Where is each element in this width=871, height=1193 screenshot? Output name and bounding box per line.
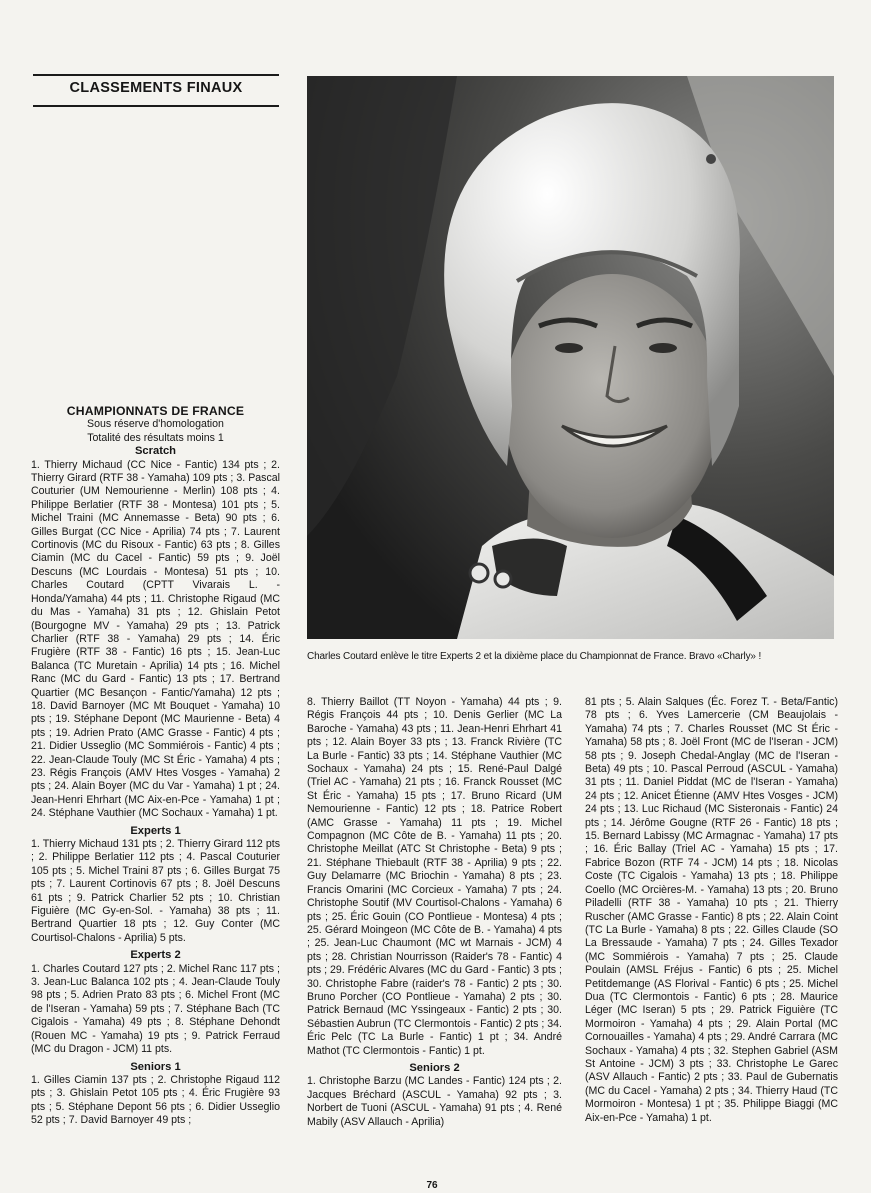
section-title: CLASSEMENTS FINAUX [69, 80, 243, 96]
page-number: 76 [426, 1180, 438, 1191]
seniors-1-results-text-start: 1. Gilles Ciamin 137 pts ; 2. Christophe Rigaud 112 pts ; 3. Ghislain Petot 105 pts ; 4. Éric Frugière 93 pts ; 5. Stéphane Depont 56 pts ; 6. Didier Usseglio 52 pts ; 7. David Barnoyer 49 pts ; [31, 1073, 280, 1127]
seniors-2-results-text-cont: 81 pts ; 5. Alain Salques (Éc. Forez T. - Beta/Fantic) 78 pts ; 6. Yves Lamercerie (CM Beaujolais - Yamaha) 74 pts ; 7. Charles Rousset (MC St Éric - Yamaha) 58 pts ; 8. Joël Front (MC de l'Iseran - JCM) 58 pts ; 9. Joseph Chedal-Anglay (MC de l'Iseran - Beta) 49 pts ; 10. Pascal Perroud (ASCUL - Yamaha) 31 pts ; 11. Daniel Piddat (MC de l'Iseran - Yamaha) 24 pts ; 12. Anicet Étienne (AMV Htes Vosges - JCM) 24 pts ; 13. Luc Richaud (MC Sisteronais - Fantic) 24 pts ; 14. Jérôme Gougne (RTF 26 - Fantic) 18 pts ; 15. Bernard Labissy (MC Armagnac - Yamaha) 17 pts ; 16. Éric Ballay (Triel AC - Yamaha) 15 pts ; 17. Fabrice Bozon (RTF 74 - JCM) 14 pts ; 18. Nicolas Coste (TC Cigalois - Yamaha) 13 pts ; 18. Philippe Coello (MC Orcières-M. - Yamaha) 13 pts ; 20. Bruno Piladelli (RTF 38 - Yamaha) 10 pts ; 21. Thierry Ruscher (AMC Grasse - Fantic) 8 pts ; 22. Alain Coint (TC La Burle - Yamaha) 8 pts ; 22. Gilles Claude (SO La Bressaude - Yamaha) 7 pts ; 24. Gilles Texador (MC Sommiérois - Yamaha) 7 pts ; 25. Claude Poulain (AMSL Fréjus - Fantic) 6 pts ; 25. Michel Petitdemange (AS Florival - Fantic) 6 pts ; 25. Michel Dua (TC Clermontois - Fantic) 6 pts ; 28. Maurice Léger (MC Iseran) 5 pts ; 29. Patrick Figuière (TC Mormoiron - Yamaha) 4 pts ; 29. Alain Portal (MC Cornouailles - Yamaha) 4 pts ; 29. André Carrara (MC Sochaux - Yamaha) 4 pts ; 32. Stephen Gabriel (ASM St Antoine - JCM) 3 pts ; 33. Christophe Le Garec (ASV Allauch - Fantic) 2 pts ; 33. Paul de Gubernatis (MC du Cacel - Yamaha) 2 pts ; 34. Thierry Haud (TC Mormoiron - Montesa) 1 pt ; 35. Philippe Biaggi (MC Aix-en-Pce - Yamaha) 1 pt. [585, 696, 838, 1124]
photo-caption: Charles Coutard enlève le titre Experts 2 et la dixième place du Championnat de France. Bravo «Charly» ! [307, 651, 762, 662]
heading-experts-2: Experts 2 [130, 949, 181, 962]
heading-seniors-2: Seniors 2 [409, 1061, 460, 1074]
rider-portrait-photo [307, 76, 834, 639]
heading-seniors-1: Seniors 1 [130, 1060, 181, 1073]
article-subtitle-results: Totalité des résultats moins 1 [87, 431, 224, 444]
article-title: CHAMPIONNATS DE FRANCE [66, 404, 245, 418]
seniors-1-results-text-cont: 8. Thierry Baillot (TT Noyon - Yamaha) 44 pts ; 9. Régis François 44 pts ; 10. Denis Gerlier (MC La Baroche - Yamaha) 43 pts ; 11. Jean-Henri Ehrhart 41 pts ; 12. Alain Boyer 33 pts ; 13. Franck Rivière (TC La Burle - Fantic) 33 pts ; 14. Stéphane Vauthier (MC Sochaux - Yamaha) 24 pts ; 15. René-Paul Dalgé (Triel AC - Yamaha) 21 pts ; 16. Franck Rousset (MC St Éric - Yamaha) 15 pts ; 17. Bruno Ricard (UM Nemourienne - Fantic) 12 pts ; 18. Patrice Robert (AMC Grasse - Yamaha) 11 pts ; 19. Michel Compagnon (MC Côte de B. - Yamaha) 11 pts ; 20. Christophe Meillat (ATC St Christophe - Beta) 9 pts ; 21. Stéphane Thiebault (RTF 38 - Aprilia) 9 pts ; 22. Guy Delamarre (MC Briochin - Yamaha) 8 pts ; 23. Francis Omarini (MC Corcieux - Yamaha) 7 pts ; 24. Christophe Soutif (MV Courtisol-Chalons - Yamaha) 6 pts ; 25. Éric Gouin (CO Pontlieue - Montesa) 4 pts ; 25. Gérard Moingeon (MC Côte de B. - Yamaha) 4 pts ; 25. Jean-Luc Chaumont (MC wt Marnais - JCM) 4 pts ; 28. Christian Nourrisson (Raider's 78 - Fantic) 4 pts ; 29. Frédéric Alvares (MC du Gard - Fantic) 3 pts ; 30. Christophe Fabre (raider's 78 - Fantic) 2 pts ; 30. Bruno Porcher (CO Pontlieue - Yamaha) 2 pts ; 30. Patrick Bernaud (MC Yssingeaux - Fantic) 2 pts ; 30. Sébastien Aubrun (TC Clermontois - Fantic) 2 pts ; 34. Éric Pelc (TC La Burle - Fantic) 1 pt ; 34. André Mathot (TC Clermontois - Fantic) 1 pt. [307, 696, 562, 1057]
results-column-3 [585, 696, 838, 1125]
results-column-1 [31, 405, 280, 1128]
section-rule-bottom [33, 105, 279, 107]
scratch-results-text: 1. Thierry Michaud (CC Nice - Fantic) 134 pts ; 2. Thierry Girard (RTF 38 - Yamaha) 109 pts ; 3. Pascal Couturier (UM Nemourienne - Merlin) 108 pts ; 4. Philippe Berlatier (RTF 38 - Montesa) 101 pts ; 5. Michel Traini (MC Annemasse - Beta) 90 pts ; 6. Gilles Burgat (CC Nice - Aprilia) 74 pts ; 7. Laurent Cortinovis (MC du Risoux - Fantic) 63 pts ; 8. Gilles Ciamin (MC du Cacel - Fantic) 59 pts ; 9. Joël Descuns (MC Lourdais - Montesa) 51 pts ; 10. Charles Coutard (CPTT Vivarais L. - Honda/Yamaha) 44 pts ; 11. Christophe Rigaud (MC du Mas - Yamaha) 31 pts ; 12. Ghislain Petot (Bourgogne MV - Yamaha) 29 pts ; 13. Patrick Charlier (RTF 38 - Yamaha) 29 pts ; 14. Éric Frugière (RTF 38 - Fantic) 16 pts ; 15. Jean-Luc Balanca (TC Muretain - Aprilia) 14 pts ; 16. Michel Ranc (MC du Gard - Fantic) 13 pts ; 17. Bertrand Quartier (MC Besançon - Fantic/Yamaha) 12 pts ; 18. David Barnoyer (MC Mt Bouquet - Yamaha) 10 pts ; 19. Stéphane Depont (MC Maurienne - Beta) 4 pts ; 19. Adrien Prato (AMC Grasse - Fantic) 4 pts ; 21. Didier Usseglio (MC Sommiérois - Fantic) 4 pts ; 22. Jean-Claude Touly (MC St Éric - Yamaha) 4 pts ; 23. Régis François (AMV Htes Vosges - Yamaha) 2 pts ; 24. Alain Boyer (MC du Var - Yamaha) 1 pt ; 24. Jean-Henri Ehrhart (MC Aix-en-Pce - Yamaha) 1 pt ; 24. Stéphane Vauthier (MC Sochaux - Yamaha) 1 pt. [31, 458, 280, 820]
experts-1-results-text: 1. Thierry Michaud 131 pts ; 2. Thierry Girard 112 pts ; 2. Philippe Berlatier 112 pts ; 4. Pascal Couturier 105 pts ; 5. Michel Traini 87 pts ; 6. Gilles Burgat 75 pts ; 7. Laurent Cortinovis 67 pts ; 8. Joël Descuns 61 pts ; 9. Patrick Charlier 52 pts ; 10. Christian Figuière (MC Gy-en-Sol. - Yamaha) 38 pts ; 11. Bertrand Quartier 18 pts ; 12. Guy Conter (MC Courtisol-Chalons - Aprilia) 5 pts. [31, 838, 280, 944]
section-rule-top [33, 74, 279, 76]
results-column-2 [307, 696, 562, 1129]
seniors-2-results-text-start: 1. Christophe Barzu (MC Landes - Fantic) 124 pts ; 2. Jacques Bréchard (ASCUL - Yamaha) 92 pts ; 3. Norbert de Tuoni (ASCUL - Yamaha) 91 pts ; 4. René Mabily (ASV Allauch - Aprilia) [307, 1075, 562, 1128]
experts-2-results-text: 1. Charles Coutard 127 pts ; 2. Michel Ranc 117 pts ; 3. Jean-Luc Balanca 102 pts ; 4. Jean-Claude Touly 98 pts ; 5. Adrien Prato 83 pts ; 6. Michel Front (MC de l'Iseran - Yamaha) 59 pts ; 7. Stéphane Bach (TC Cigalois - Yamaha) 49 pts ; 8. Stéphane Dehondt (Rouen MC - Yamaha) 19 pts ; 9. Patrick Ferraud (MC du Dragon - JCM) 11 pts. [31, 962, 280, 1056]
heading-experts-1: Experts 1 [130, 824, 181, 837]
heading-scratch: Scratch [134, 445, 177, 458]
article-subtitle-homologation: Sous réserve d'homologation [87, 418, 224, 431]
